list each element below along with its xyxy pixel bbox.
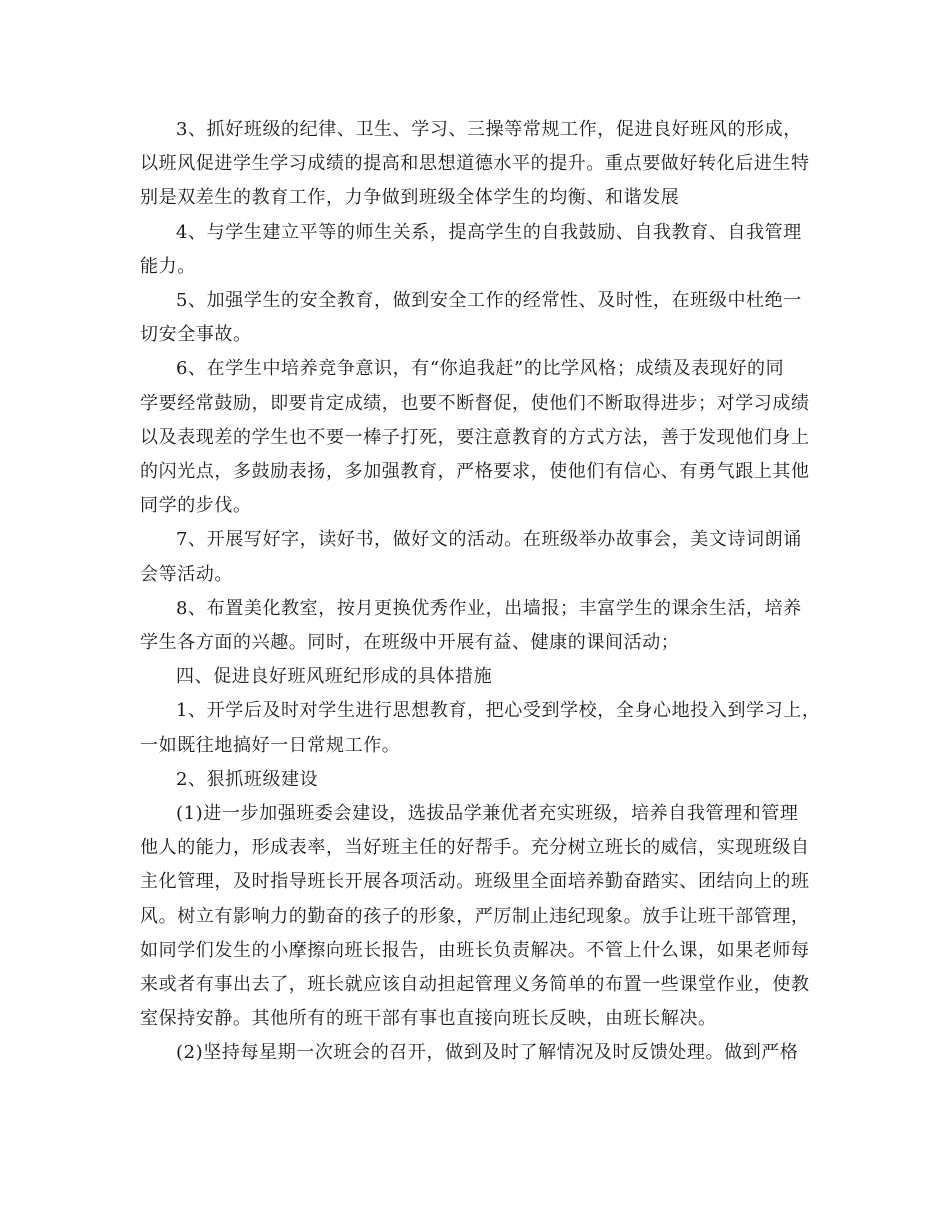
text-line: 一如既往地搞好一日常规工作。 (140, 734, 401, 756)
text-line: 6、在学生中培养竞争意识，有“你追我赶”的比学风格；成绩及表现好的同 (176, 358, 785, 380)
text-line: 7、开展写好字，读好书，做好文的活动。在班级举办故事会，美文诗词朗诵 (176, 529, 802, 551)
text-line: 3、抓好班级的纪律、卫生、学习、三操等常规工作，促进良好班风的形成， (176, 119, 802, 140)
text-line: (2)坚持每星期一次班会的召开，做到及时了解情况及时反馈处理。做到严格 (176, 1042, 799, 1064)
document-body (140, 113, 830, 1071)
paragraph (140, 284, 830, 352)
text-line: (1)进一步加强班委会建设，选拔品学兼优者充实班级，培养自我管理和管理 (176, 803, 799, 825)
paragraph (140, 1036, 830, 1070)
text-line: 学生各方面的兴趣。同时，在班级中开展有益、健康的课间活动； (140, 632, 680, 654)
text-line: 学要经常鼓励，即要肯定成绩，也要不断督促，使他们不断取得进步；对学习成绩 (140, 392, 810, 414)
text-line: 1、开学后及时对学生进行思想教育，把心受到学校，全身心地投入到学习上， (176, 700, 821, 722)
text-line: 切安全事故。 (140, 324, 252, 346)
paragraph (140, 763, 830, 797)
text-line: 来或者有事出去了，班长就应该自动担起管理义务简单的布置一些课堂作业，使教 (140, 974, 810, 996)
paragraph (140, 592, 830, 660)
text-line: 如同学们发生的小摩擦向班长报告，由班长负责解决。不管上什么课，如果老师每 (140, 939, 810, 961)
text-line: 室保持安静。其他所有的班干部有事也直接向班长反映，由班长解决。 (140, 1008, 717, 1030)
paragraph (140, 216, 830, 284)
text-line: 以班风促进学生学习成绩的提高和思想道德水平的提升。重点要做好转化后进生特 (140, 153, 810, 175)
text-line: 的闪光点，多鼓励表扬，多加强教育，严格要求，使他们有信心、有勇气跟上其他 (140, 461, 810, 483)
text-line: 他人的能力，形成表率，当好班主任的好帮手。充分树立班长的威信，实现班级自 (140, 837, 810, 859)
text-line: 别是双差生的教育工作，力争做到班级全体学生的均衡、和谐发展 (140, 187, 680, 209)
text-line: 4、与学生建立平等的师生关系，提高学生的自我鼓励、自我教育、自我管理 (176, 221, 802, 243)
paragraph (140, 660, 830, 694)
text-line: 风。树立有影响力的勤奋的孩子的形象，严厉制止违纪现象。放手让班干部管理， (140, 905, 810, 927)
paragraph (140, 523, 830, 591)
text-line: 四、促进良好班风班纪形成的具体措施 (176, 666, 493, 688)
text-line: 同学的步伐。 (140, 495, 252, 517)
text-line: 2、狠抓班级建设 (176, 768, 319, 790)
text-line: 主化管理，及时指导班长开展各项活动。班级里全面培养勤奋踏实、团结向上的班 (140, 871, 810, 893)
text-line: 以及表现差的学生也不要一棒子打死，要注意教育的方式方法，善于发现他们身上 (140, 426, 810, 448)
text-line: 会等活动。 (140, 563, 233, 585)
paragraph (140, 113, 830, 216)
paragraph (140, 797, 830, 1036)
text-line: 能力。 (140, 255, 196, 277)
paragraph (140, 694, 830, 762)
paragraph (140, 352, 830, 523)
text-line: 5、加强学生的安全教育，做到安全工作的经常性、及时性，在班级中杜绝一 (176, 290, 802, 312)
text-line: 8、布置美化教室，按月更换优秀作业，出墙报；丰富学生的课余生活，培养 (176, 597, 802, 619)
